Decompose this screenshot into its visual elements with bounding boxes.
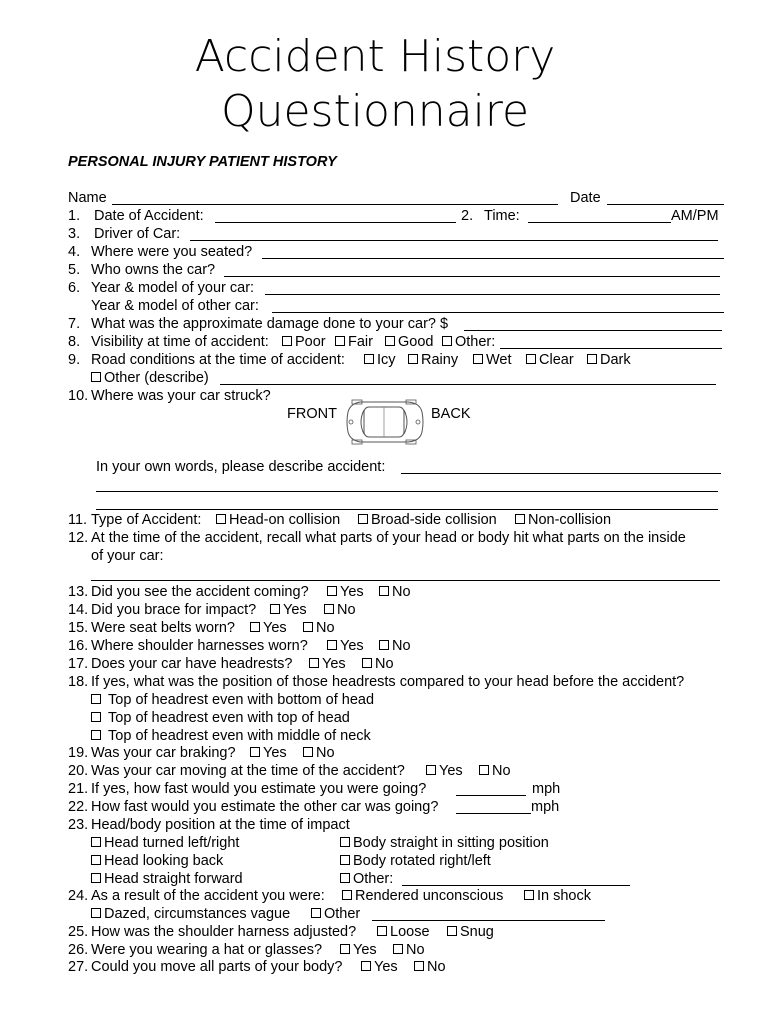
question-number: 7. [68,316,81,332]
option-no[interactable]: No [477,762,511,780]
question-label: Year & model of your car: [91,280,255,296]
describe-field[interactable] [96,491,718,492]
option-rainy[interactable]: Rainy [406,351,458,369]
checkbox[interactable] [342,890,352,900]
option-result-other[interactable]: Other [309,905,360,923]
describe-label: In your own words, please describe accident: [96,459,386,475]
checkbox[interactable] [408,354,418,364]
date-field[interactable] [607,204,724,205]
checkbox[interactable] [340,837,350,847]
checkbox[interactable] [379,640,389,650]
checkbox[interactable] [442,336,452,346]
question-number: 23. [68,817,89,833]
option-no[interactable]: No [377,583,411,601]
checkbox[interactable] [327,640,337,650]
option-clear[interactable]: Clear [524,351,574,369]
visibility-other-field[interactable] [500,348,722,349]
question-number: 4. [68,244,81,260]
question-label: How was the shoulder harness adjusted? [91,924,357,940]
checkbox[interactable] [250,622,260,632]
checkbox[interactable] [587,354,597,364]
question-number: 21. [68,781,89,797]
option-dazed[interactable]: Dazed, circumstances vague [89,905,290,923]
option-loose[interactable]: Loose [375,923,430,941]
unit-label: mph [532,781,561,797]
question-number: 16. [68,638,89,654]
question-number: 26. [68,942,89,958]
checkbox[interactable] [327,586,337,596]
option-icy[interactable]: Icy [362,351,396,369]
checkbox[interactable] [447,926,457,936]
option-yes[interactable]: Yes [424,762,463,780]
option-fair[interactable]: Fair [333,333,373,351]
car-model-field[interactable] [265,294,720,295]
checkbox[interactable] [91,855,101,865]
name-label: Name [68,190,107,206]
checkbox[interactable] [91,694,101,704]
checkbox[interactable] [311,908,321,918]
checkbox[interactable] [216,514,226,524]
question-label: How fast would you estimate the other car was going? [91,799,439,815]
name-field[interactable] [112,204,558,205]
body-impact-field[interactable] [91,580,720,581]
option-poor[interactable]: Poor [280,333,326,351]
other-car-model-field[interactable] [272,312,724,313]
option-headrest-top[interactable]: Top of headrest even with top of head [89,709,350,727]
question-label: Date of Accident: [94,208,204,224]
option-no[interactable]: No [377,637,411,655]
option-body-rotated[interactable]: Body rotated right/left [338,852,491,870]
question-number: 8. [68,334,81,350]
checkbox[interactable] [303,747,313,757]
checkbox[interactable] [324,604,334,614]
option-yes[interactable]: Yes [268,601,307,619]
checkbox[interactable] [250,747,260,757]
option-body-straight[interactable]: Body straight in sitting position [338,834,549,852]
back-label: BACK [431,406,471,422]
option-no[interactable]: No [322,601,356,619]
seated-field[interactable] [262,258,724,259]
ampm-label: AM/PM [671,208,719,224]
option-other[interactable]: Other: [440,333,495,351]
question-label: At the time of the accident, recall what parts of your head or body hit what parts on the inside [91,530,686,546]
checkbox[interactable] [361,961,371,971]
date-label: Date [570,190,601,206]
checkbox[interactable] [340,855,350,865]
option-snug[interactable]: Snug [445,923,494,941]
option-headrest-neck[interactable]: Top of headrest even with middle of neck [89,727,371,745]
option-yes[interactable]: Yes [248,619,287,637]
owner-field[interactable] [224,276,720,277]
option-head-straight[interactable]: Head straight forward [89,870,243,888]
checkbox[interactable] [340,944,350,954]
question-label: Could you move all parts of your body? [91,959,343,975]
position-other-field[interactable] [402,885,630,886]
checkbox[interactable] [358,514,368,524]
option-in-shock[interactable]: In shock [522,887,591,905]
driver-field[interactable] [190,240,718,241]
question-label: If yes, how fast would you estimate you were going? [91,781,427,797]
describe-field[interactable] [96,509,718,510]
question-number: 22. [68,799,89,815]
option-head-looking-back[interactable]: Head looking back [89,852,223,870]
checkbox[interactable] [91,730,101,740]
result-other-field[interactable] [372,920,605,921]
title-line-2: Questionnaire [220,86,530,137]
option-non-collision[interactable]: Non-collision [513,511,611,529]
checkbox[interactable] [377,926,387,936]
option-yes[interactable]: Yes [325,583,364,601]
question-number: 19. [68,745,89,761]
question-label: If yes, what was the position of those headrests compared to your head before the accident? [91,674,685,690]
option-head-turned[interactable]: Head turned left/right [89,834,239,852]
question-number: 1. [68,208,81,224]
option-unconscious[interactable]: Rendered unconscious [340,887,503,905]
front-label: FRONT [287,406,337,422]
question-label: Head/body position at the time of impact [91,817,350,833]
question-label: Does your car have headrests? [91,656,293,672]
question-number: 3. [68,226,81,242]
option-yes[interactable]: Yes [325,637,364,655]
question-label: Year & model of other car: [91,298,259,314]
question-label: Who owns the car? [91,262,216,278]
checkbox[interactable] [91,372,101,382]
checkbox[interactable] [309,658,319,668]
question-number: 6. [68,280,81,296]
option-broad-side[interactable]: Broad-side collision [356,511,497,529]
speed-field[interactable] [456,795,526,796]
checkbox[interactable] [479,765,489,775]
checkbox[interactable] [515,514,525,524]
checkbox[interactable] [91,908,101,918]
checkbox[interactable] [335,336,345,346]
checkbox[interactable] [526,354,536,364]
option-no[interactable]: No [412,958,446,976]
question-label: Where was your car struck? [91,388,271,404]
checkbox[interactable] [364,354,374,364]
option-dark[interactable]: Dark [585,351,631,369]
checkbox[interactable] [340,873,350,883]
damage-field[interactable] [464,330,722,331]
checkbox[interactable] [385,336,395,346]
option-head-on[interactable]: Head-on collision [214,511,340,529]
checkbox[interactable] [91,873,101,883]
question-number: 10. [68,388,89,404]
question-label: Type of Accident: [91,512,202,528]
question-label: Was your car braking? [91,745,236,761]
describe-field[interactable] [401,473,721,474]
question-label: Where were you seated? [91,244,253,260]
question-label: Driver of Car: [94,226,181,242]
question-number: 14. [68,602,89,618]
checkbox[interactable] [270,604,280,614]
option-no[interactable]: No [301,744,335,762]
checkbox[interactable] [473,354,483,364]
question-number: 13. [68,584,89,600]
question-number: 27. [68,959,89,975]
question-number: 5. [68,262,81,278]
option-yes[interactable]: Yes [248,744,287,762]
question-number: 11. [68,512,88,528]
question-number: 18. [68,674,89,690]
checkbox[interactable] [362,658,372,668]
question-number: 15. [68,620,89,636]
question-label: Was your car moving at the time of the accident? [91,763,405,779]
checkbox[interactable] [91,712,101,722]
checkbox[interactable] [524,890,534,900]
question-number: 20. [68,763,89,779]
question-label: Visibility at time of accident: [91,334,269,350]
checkbox[interactable] [91,837,101,847]
option-good[interactable]: Good [383,333,433,351]
question-number: 12. [68,530,89,546]
option-no[interactable]: No [391,941,425,959]
road-other-field[interactable] [220,384,716,385]
question-number: 17. [68,656,89,672]
question-label: Were seat belts worn? [91,620,235,636]
checkbox[interactable] [426,765,436,775]
question-label: Did you see the accident coming? [91,584,309,600]
unit-label: mph [531,799,560,815]
checkbox[interactable] [282,336,292,346]
option-no[interactable]: No [360,655,394,673]
question-label: Road conditions at the time of accident: [91,352,345,368]
option-yes[interactable]: Yes [359,958,398,976]
checkbox[interactable] [414,961,424,971]
question-number: 24. [68,888,89,904]
question-label: Did you brace for impact? [91,602,257,618]
question-label: What was the approximate damage done to your car? $ [91,316,449,332]
option-headrest-bottom[interactable]: Top of headrest even with bottom of head [89,691,374,709]
checkbox[interactable] [393,944,403,954]
accident-date-field[interactable] [215,222,456,223]
question-number: 9. [68,352,81,368]
option-other-describe[interactable]: Other (describe) [89,369,209,387]
other-speed-field[interactable] [456,813,531,814]
section-subtitle: PERSONAL INJURY PATIENT HISTORY [68,154,337,170]
option-no[interactable]: No [301,619,335,637]
option-position-other[interactable]: Other: [338,870,393,888]
option-yes[interactable]: Yes [307,655,346,673]
option-wet[interactable]: Wet [471,351,512,369]
checkbox[interactable] [379,586,389,596]
checkbox[interactable] [303,622,313,632]
title-line-1: Accident History [194,31,556,82]
question-label: of your car: [91,548,164,564]
question-label: Where shoulder harnesses worn? [91,638,308,654]
option-yes[interactable]: Yes [338,941,377,959]
question-label: As a result of the accident you were: [91,888,325,904]
question-number: 2. [461,208,474,224]
time-field[interactable] [528,222,671,223]
question-label: Were you wearing a hat or glasses? [91,942,323,958]
car-diagram-icon[interactable] [342,398,426,446]
question-number: 25. [68,924,89,940]
time-label: Time: [484,208,520,224]
